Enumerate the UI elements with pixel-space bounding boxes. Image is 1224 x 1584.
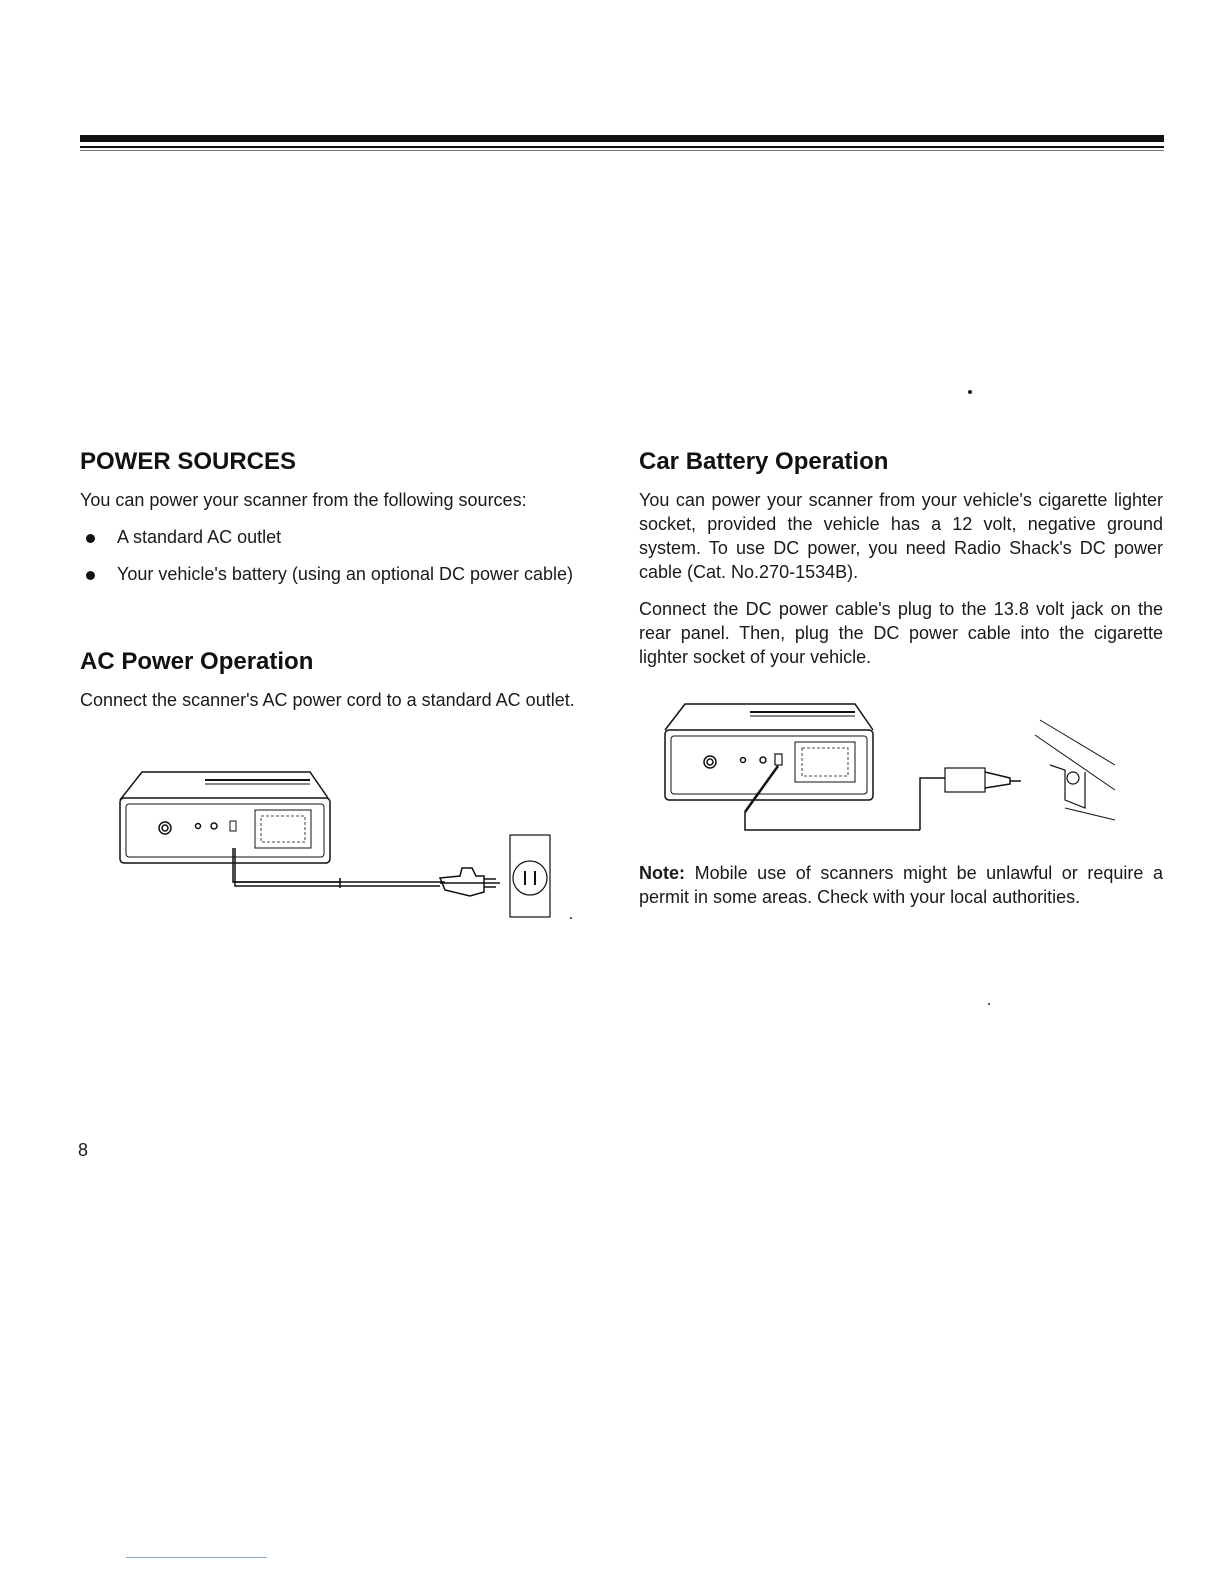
- note-label: Note:: [639, 863, 685, 883]
- car-paragraph-2: Connect the DC power cable's plug to the 13.8 volt jack on the rear panel. Then, plug the DC power cable into the cigarette lighter socket of your vehicle.: [639, 599, 1163, 667]
- header-rule-thick: [80, 135, 1164, 142]
- header-rule-thin: [80, 146, 1164, 148]
- car-paragraph-1: You can power your scanner from your vehicle's cigarette lighter socket, provided the vehicle has a 12 volt, negative ground system. To use DC power, you need Radio Shack's DC power cable (Cat. No.270-1534B).: [639, 490, 1163, 582]
- scanner-ac-outlet-illustration: [100, 760, 580, 930]
- note-paragraph: [639, 861, 1163, 909]
- list-item-text: A standard AC outlet: [117, 527, 282, 547]
- ac-paragraph: Connect the scanner's AC power cord to a standard AC outlet.: [80, 690, 575, 710]
- section-heading-ac-power: AC Power Operation: [80, 648, 314, 675]
- page-number: 8: [78, 1140, 89, 1160]
- print-speck: [968, 390, 972, 394]
- intro-paragraph: You can power your scanner from the following sources:: [80, 490, 527, 510]
- section-heading-power-sources: POWER SOURCES: [80, 448, 297, 475]
- header-rule-hairline: [80, 150, 1164, 151]
- section-heading-car-battery: Car Battery Operation: [639, 448, 889, 475]
- bullet-icon: [86, 534, 95, 543]
- note-text: Mobile use of scanners might be unlawful or require a permit in some areas. Check with your local authorities.: [639, 863, 1163, 907]
- list-item-text: Your vehicle's battery (using an optional DC power cable): [117, 564, 574, 584]
- bullet-icon: [86, 571, 95, 580]
- list-item: [80, 562, 604, 586]
- scanner-cigarette-lighter-illustration: [655, 690, 1125, 840]
- footer-hairline: [126, 1557, 267, 1558]
- print-speck: [988, 1003, 990, 1005]
- list-item: [80, 525, 604, 549]
